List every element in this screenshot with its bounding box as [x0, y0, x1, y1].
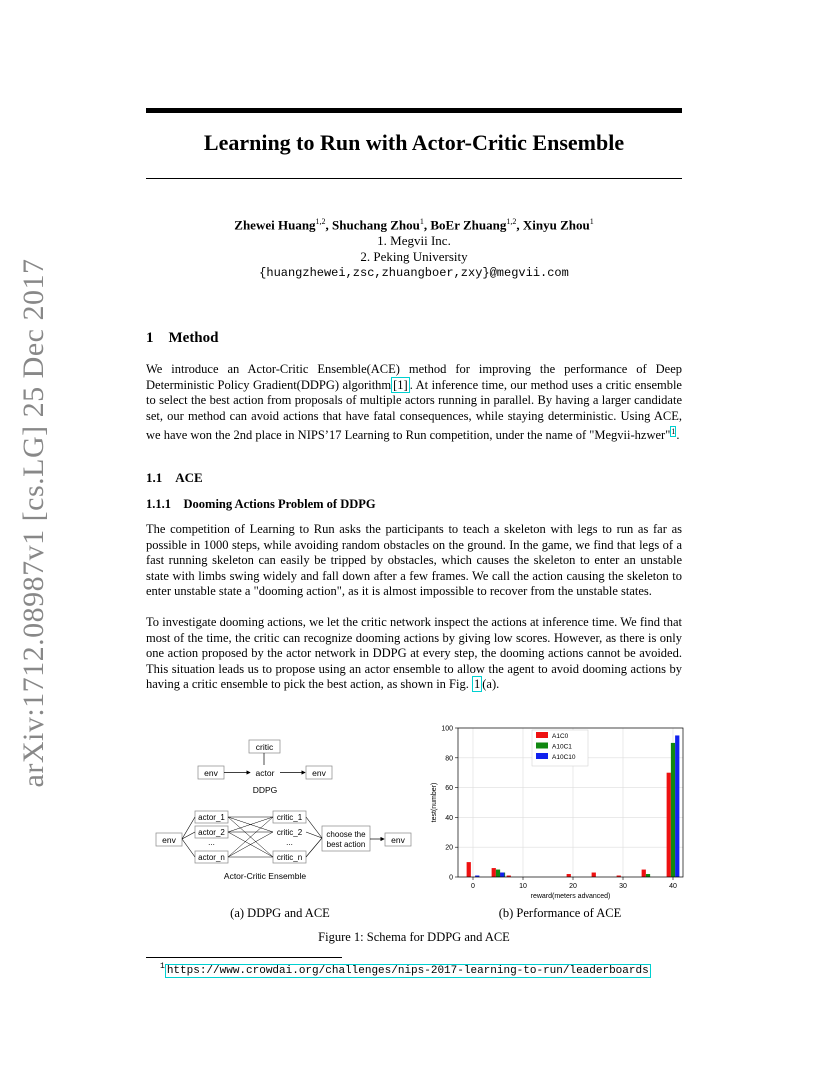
- subsection-heading: 1.1 ACE: [146, 470, 203, 485]
- legend-label-a1c0: A1C0: [552, 733, 569, 740]
- citation-link[interactable]: [1]: [393, 377, 408, 392]
- critic-2-label: critic_2: [276, 828, 303, 837]
- bar-a10c1: [496, 870, 500, 877]
- x-tick-label: 10: [519, 883, 527, 890]
- investigate-paragraph: To investigate dooming actions, we let the critic network inspect the actions at inference time. We find that most of the time, the critic can recognize dooming actions by giving low scores. However, as there is only one action proposed by the actor network in DDPG at every step, the dooming actions cannot be avoided. This situation leads us to propose using an actor ensemble to allow the agent to avoid dooming actions by having a critic ensemble to pick the best action, as shown in Fig. 1 (a).: [146, 615, 682, 691]
- bar-a1c0: [667, 773, 671, 877]
- caption-a: (a) DDPG and ACE: [230, 906, 330, 920]
- ace-env-in-label: env: [162, 835, 176, 845]
- actor-2-label: actor_2: [198, 828, 225, 837]
- legend-swatch-a10c1: [536, 743, 548, 749]
- figure-caption: Figure 1: Schema for DDPG and ACE: [318, 930, 510, 944]
- bar-a10c1: [646, 874, 650, 877]
- bar-a1c0: [467, 862, 471, 877]
- legend-label-a10c10: A10C10: [552, 754, 576, 761]
- dooming-paragraph: The competition of Learning to Run asks the participants to teach a skeleton with legs to run as far as possible in 1000 steps, while avoiding random obstacles on the ground. In the game, we find that legs of a fast running skeleton can easily be tripped by obstacles, which causes the skeleton to enter an unstable state with limbs swing widely and fall down after a few frames. We call the action causing the skeleton to enter unstable state a "dooming action", as it is almost impossible to recover from the unstable states.: [146, 522, 682, 598]
- bar-a1c0: [567, 874, 571, 877]
- footnote: $^1$ https://www.crowdai.org/challenges/nips-2017-learning-to-run/leaderboards: [160, 962, 649, 977]
- actor-dots: ...: [208, 838, 215, 847]
- bar-a10c10: [675, 735, 679, 877]
- env-out-label: env: [312, 768, 326, 778]
- ddpg-ace-diagram: [150, 733, 420, 888]
- footnote-rule: [146, 957, 342, 958]
- affiliation-1: 1. Megvii Inc.: [377, 233, 451, 249]
- choose-label-1: choose the: [326, 830, 366, 839]
- critic-label: critic: [255, 742, 274, 752]
- legend-label-a10c1: A10C1: [552, 743, 572, 751]
- y-tick-label: 20: [445, 844, 453, 852]
- paper-title: Learning to Run with Actor-Critic Ensemble: [203, 130, 625, 155]
- legend-swatch-a10c10: [536, 753, 548, 759]
- actor-1-label: actor_1: [198, 813, 225, 822]
- title-bottom-rule: [146, 178, 682, 179]
- figure-ref-link[interactable]: 1: [473, 677, 481, 691]
- y-tick-label: 80: [445, 755, 453, 763]
- y-tick-label: 0: [449, 874, 453, 882]
- footnote-url-link[interactable]: https://www.crowdai.org/challenges/nips-2017-learning-to-run/leaderboards: [166, 964, 649, 977]
- section-heading: 1 Method: [146, 330, 219, 346]
- bar-a1c0: [492, 868, 496, 877]
- bar-a10c1: [671, 743, 675, 877]
- x-axis-label: reward(meters advanced): [530, 893, 611, 900]
- ace-label: Actor-Critic Ensemble: [223, 871, 307, 881]
- author-block: [146, 214, 682, 281]
- y-tick-label: 60: [445, 785, 453, 793]
- y-axis-label: test(number): [431, 782, 438, 823]
- subsubsection-heading: 1.1.1 Dooming Actions Problem of DDPG: [146, 497, 376, 511]
- ace-env-out-label: env: [391, 835, 405, 845]
- author-emails: {huangzhewei,zsc,zhuangboer,zxy}@megvii.com: [259, 266, 569, 281]
- x-tick-label: 0: [471, 883, 475, 890]
- footnote-ref[interactable]: 1: [671, 427, 676, 436]
- bar-a1c0: [592, 873, 596, 877]
- bar-a10c10: [500, 873, 504, 877]
- critic-n-label: critic_n: [276, 853, 303, 862]
- caption-b: (b) Performance of ACE: [498, 906, 622, 920]
- critic-1-label: critic_1: [276, 813, 303, 822]
- legend-swatch-a1c0: [536, 732, 548, 738]
- affiliation-2: 2. Peking University: [360, 249, 468, 265]
- ddpg-label: DDPG: [252, 785, 278, 795]
- title-top-rule: [146, 108, 682, 113]
- performance-chart: [422, 720, 692, 902]
- x-tick-label: 30: [619, 883, 627, 890]
- arxiv-stamp: arXiv:1712.08987v1 [cs.LG] 25 Dec 2017: [17, 258, 50, 788]
- bar-a1c0: [642, 870, 646, 877]
- y-tick-label: 40: [445, 814, 453, 822]
- actor-label: actor: [255, 768, 275, 778]
- x-tick-label: 40: [669, 883, 677, 890]
- env-in-label: env: [204, 768, 218, 778]
- choose-label-2: best action: [326, 840, 366, 849]
- actor-n-label: actor_n: [198, 853, 225, 862]
- author-names: Zhewei Huang$^{1,2}$, Shuchang Zhou$^1$, BoEr Zhuang$^{1,2}$, Xinyu Zhou$^1$: [234, 217, 594, 233]
- y-tick-label: 100: [441, 725, 453, 733]
- x-tick-label: 20: [569, 883, 577, 890]
- intro-paragraph: We introduce an Actor-Critic Ensemble(ACE) method for improving the performance of Deep Deterministic Policy Gradient(DDPG) algorithm [1] . At inference time, our method uses a critic ensemble to select the best action from proposals of multiple actors running in parallel. By having a larger candidate set, our method can avoid actions that have fatal consequences, while staying deterministic. Using ACE, we have won the 2nd place in NIPS’17 Learning to Run competition, under the name of "Megvii-hzwer"$^1$.: [146, 362, 682, 443]
- critic-dots: ...: [286, 838, 293, 847]
